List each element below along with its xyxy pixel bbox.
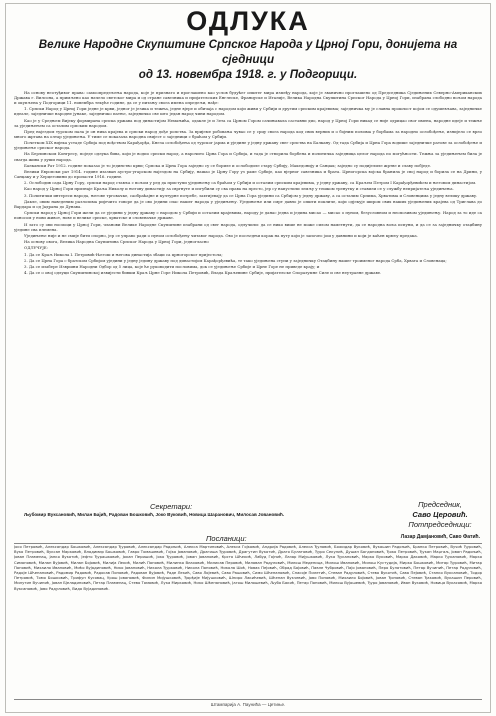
body-paragraph: Велики Европски рат 1914. године изазван аустро-угарском најездом на Србију, нашао је Црну Гору уз раме Србије, као вјерног савезника и брата. Црногорска војска бранила је свој народ и борила се на Дрини, у Санџаку и у Херцеговини до пропасти 1916. године.	[14, 168, 482, 180]
body-paragraph: На Берлинском Конгресу, поједе одлука бива, који је водио српски народ, а нарочито Црна Гора и Србија, и тада је створила борбена и политичка заједница целог народа по могућности. Тежња за уједињењем била је свагда жива у души народа.	[14, 151, 482, 162]
signatories-top-rule	[14, 543, 482, 544]
body-paragraph: Почетком XIX вијека устаде Србија под вођством Карађорђа, Кнеза ослобођења од турског јарма и уједине у једну државу свег српства на Балкану. Од тада Србија и Црна Гора водише заједничке ратове за ослобођење и уједињење српског народа.	[14, 140, 482, 151]
body-paragraph: 1. Српски Народ у Црној Гори једне је крви, једног је језика и тежња, једне вјере и обичаја с народом који живи у Србији и другим српским крајевима; заједничка му је славна прошлост којом се одушевљава, заједничке идеале, заједничке народне јунаке, заједничко патње, заједничко све што један народ чини народом.	[14, 106, 482, 117]
body-paragraph: 3. Да се изабере Извршни Народни Одбор од 5 лица, које ће руководити пословима, док се уједињење Србије и Црне Горе не приведе крају; и	[24, 263, 320, 269]
signatories-label: Посланици:	[206, 534, 247, 543]
body-paragraph: 4. Да се о овој одлуци Скупштинској извијести бивши Краљ Црне Горе Никола Петровић, Влада Краљевине Србије, пријатељске Споразумне Силе и све неутралне државе.	[24, 270, 382, 276]
president-block	[392, 500, 488, 530]
body-paragraph: 1. Да се Краљ Никола I. Петровић-Његош и његова династија збаци са црногорског пријестола;	[24, 251, 223, 257]
body-paragraph: Као народ у Црној Гори признаје Краља Николу и његову династију за свргнуте и изгубили су сва права на престо, јер су напустили земљу у тешком тренутку и ставили се у службу непријатеља уједињења.	[24, 186, 454, 192]
body-paragraph: Уједињење није и не смије бити спорно, јер се управо ради о пуном ослобођењу читавог народа. Ово је посљедњи корак на путу који је започео још у давнини и који је каћен крвљу предака.	[24, 232, 418, 238]
president-name: Саво Церовић.	[412, 510, 468, 519]
vice-presidents-names: Лазар Дамјановић, Саво Фатић.	[400, 534, 480, 540]
body-paragraph: 2. Да се Црна Гора с братском Србијом уједини у једну једину државу под династијом Карађорђевића, те тако уједињена ступи у заједничку Отаџбину нашег троименог народа Срба, Хрвата и Словенаца;	[24, 257, 447, 263]
president-label: Председник,	[418, 500, 462, 509]
body-paragraph: На основу неотуђивог права: самоопредељења народа, које је признато и проглашено као услов будућег општег мира између народа, које је званично проглашено од Председника Сједињених Северно-Американских Држава г. Вилсона, а примљено као начело светског мира и од стране савезника и пријатељских Енглеске, Француске и Италије, Велика Народна Скупштина Српског Народа у Црној Гори, изабрана слободно вољом народа и окупљена у Подгорици 11. новембра текуће године, да се у питању свога имена опредељи, нађе:	[14, 90, 482, 106]
document-subtitle-line-1: Велике Народне Скупштине Српског Народа у Црној Гори, донијета на сједници	[38, 38, 458, 66]
body-paragraph: Српски народ у Црној Гори жели да се уједини у једну државу с народом у Србији и осталим крајевима, народу је данас једна и једина мисао — мисао о пуном, безусловном и неопозивом уједињењу. Народ за то иде са поносом у нови живот, нове и велике српске, хрватске и словеначке државе.	[14, 210, 482, 221]
body-paragraph: Пред најездом турском пала је он ниха крајева и српски народ дође ропства. За вријеме робовања чувао се у срцу свога народа код свих верних и о бојним пољима у борбама за народно ослобођење, изнијело се врло много жртава на олтар уједињења. У тиме се показала народна свијест о заједници с браћом у Србији.	[14, 128, 482, 139]
document-title: ОДЛУКА	[186, 6, 310, 36]
secretaries-names: Љубомир Вуксановић, Милан Бајић, Радован Бошковић, Јоко Вуковић, Новица Шаранович, Милосав Јовановић.	[24, 512, 285, 517]
secretaries-label: Секретари:	[150, 502, 193, 511]
body-paragraph: ОДЛУЧУЈЕ:	[24, 245, 48, 251]
body-paragraph: Дакле, овим наведеним разлозима ријечито говоре да је ово једини спас нашег народа у уједињењу. Уједињење или смрт давно је општи покличе, који одјекује широм свих наших уједињених крајева од Триглава до Вардара и од Јадрана до Дунава.	[14, 198, 482, 209]
body-paragraph: 3. Политички интереси народа, његове трговачке, саобраћајне и културне потребе, захтијевају да се Црна Гора уједини са Србијом у једну државу, а са осталим Српима, Хрватима и Словенцима у једну велику државу.	[24, 192, 478, 198]
body-paragraph: Балкански Рат 1912. године показао је то јединство крви; Српска и Црна Гора заједно су се бориле и ослободиле стару Србију, Македонију и Санџак; заједно су подијелиле жртве и славу побједе.	[24, 162, 432, 168]
body-paragraph: На основу овога, Велика Народна Скупштина Српског Народа у Црној Гори, једногласно	[24, 239, 209, 245]
body-paragraph: И зато су ови носиоци у Црној Гори, чланови Велике Народне Скупштине изабрани од свег народа, одлучили: да се нико више не може силом наметнути, да се народна воља испуни, и да се за заједничку отаџбину уједине сва племена.	[14, 221, 482, 232]
body-paragraph: 2. Ослободив сада Црну Гору, српски народ ставља с вољом у ред да приступи уједињењу са браћом у Србији и осталим српским крајевима, у једну државу, са Краљем Петром I Карађорђевићем и његовом династијом.	[24, 180, 477, 186]
signatories-list: Јосо Петровић, Александар Бошковић, Александар Ђуровић, Александар Радоњић, Алекса Мартиновић, Алекса Гојковић, Андрија Радовић, Алекса Ђуловић, Божидар Вуковић, Вукашин Радоњић, Бранко Петровић, Вучић Ђуровић, Вуко Петровић, Вуксан Марковић, Владимир Бошковић, Гавро Томашевић, Гојко Јовановић, Драгиша Ђуровић, Драгутин Вукотић, Драго Булатовић, Ђуро Секулић, Душан Богдановић, Ђоко Петровић, Ђукан Маџгаљ, Јован Радоњић, Јован Пламенац, Јанко Вукотић, Јефто Ђурашковић, Јокан Перишић, Јоко Ђуровић, Јован Јовановић, Крсто Шћекић, Лабуд Гојнић, Лазар Мијушковић, Лука Ђукановић, Марко Вуковић, Марко Даковић, Марко Ђукановић, Марко Симоновић, Милан Вујовић, Милан Бојовић, Милија Лекић, Милић Поповић, Милинко Влаховић, Милисав Перовић, Милован Радуловић, Милош Медeница, Милош Ивановић, Милош Кустудија, Мирко Бошковић, Митар Ђуровић, Митар Поповић, Михаило Ивановић, Мићо Вујадиновић, Нико Јовановић, Никола Ђурковић, Никола Поповић, Никола Шоћ, Новак Пејовић, Обрад Бојовић, Павле Чубровић, Пајо Јовановић, Перо Булатовић, Петар Вучинић, Петар Радуловић, Радоје Шћепановић, Радомир Радовић, Радосав Поповић, Радован Вујовић, Раде Лекић, Саво Лојевић, Саво Рашовић, Симо Шћепановић, Спасоје Пилетић, Стеван Радуловић, Стево Вукотић, Сава Пејовић, Станко Вуксановић, Тодор Петровић, Томо Бошковић, Трифун Кусовац, Урош Јовановић, Филип Мијушковић, Ђорђије Мијушковић, Шпиро Лакићевић, Шћепан Вукчевић, Јово Поповић, Михаило Бојовић, Јован Ђоновић, Стеван Ђаковић, Вукашин Перовић, Милутин Вучинић, Јован Бјеладиновић, Петар Пламенац, Стево Томовић, Лука Мирковић, Нико Шћепановић, Јагош Милошевић, Љубо Бакић, Петар Поповић, Милош Вујошевић, Ђуро Јовановић, Иван Вуковић, Новица Вукасовић, Марко Вуксановић, Јово Радуловић, Видо Вујадиновић.	[14, 545, 482, 591]
printer-note: Штампарија А. Паунића — Цетиње.	[210, 702, 286, 707]
body-paragraph: Као је у Средњем Вијеку формирана српска држава под династијом Немањића, одакле је и Зета са Црном Гором сачињавала саставни дио, народ у Црној Гори никад се није одрицао свог имена, народне идеје и тежње за уједињењем са осталим српским народом.	[14, 117, 482, 128]
vice-presidents-label: Потпредседници:	[408, 520, 472, 529]
document-subtitle-line-2: од 13. новембра 1918. г. у Подгорици.	[138, 68, 358, 81]
signatories-bottom-rule	[14, 699, 482, 700]
